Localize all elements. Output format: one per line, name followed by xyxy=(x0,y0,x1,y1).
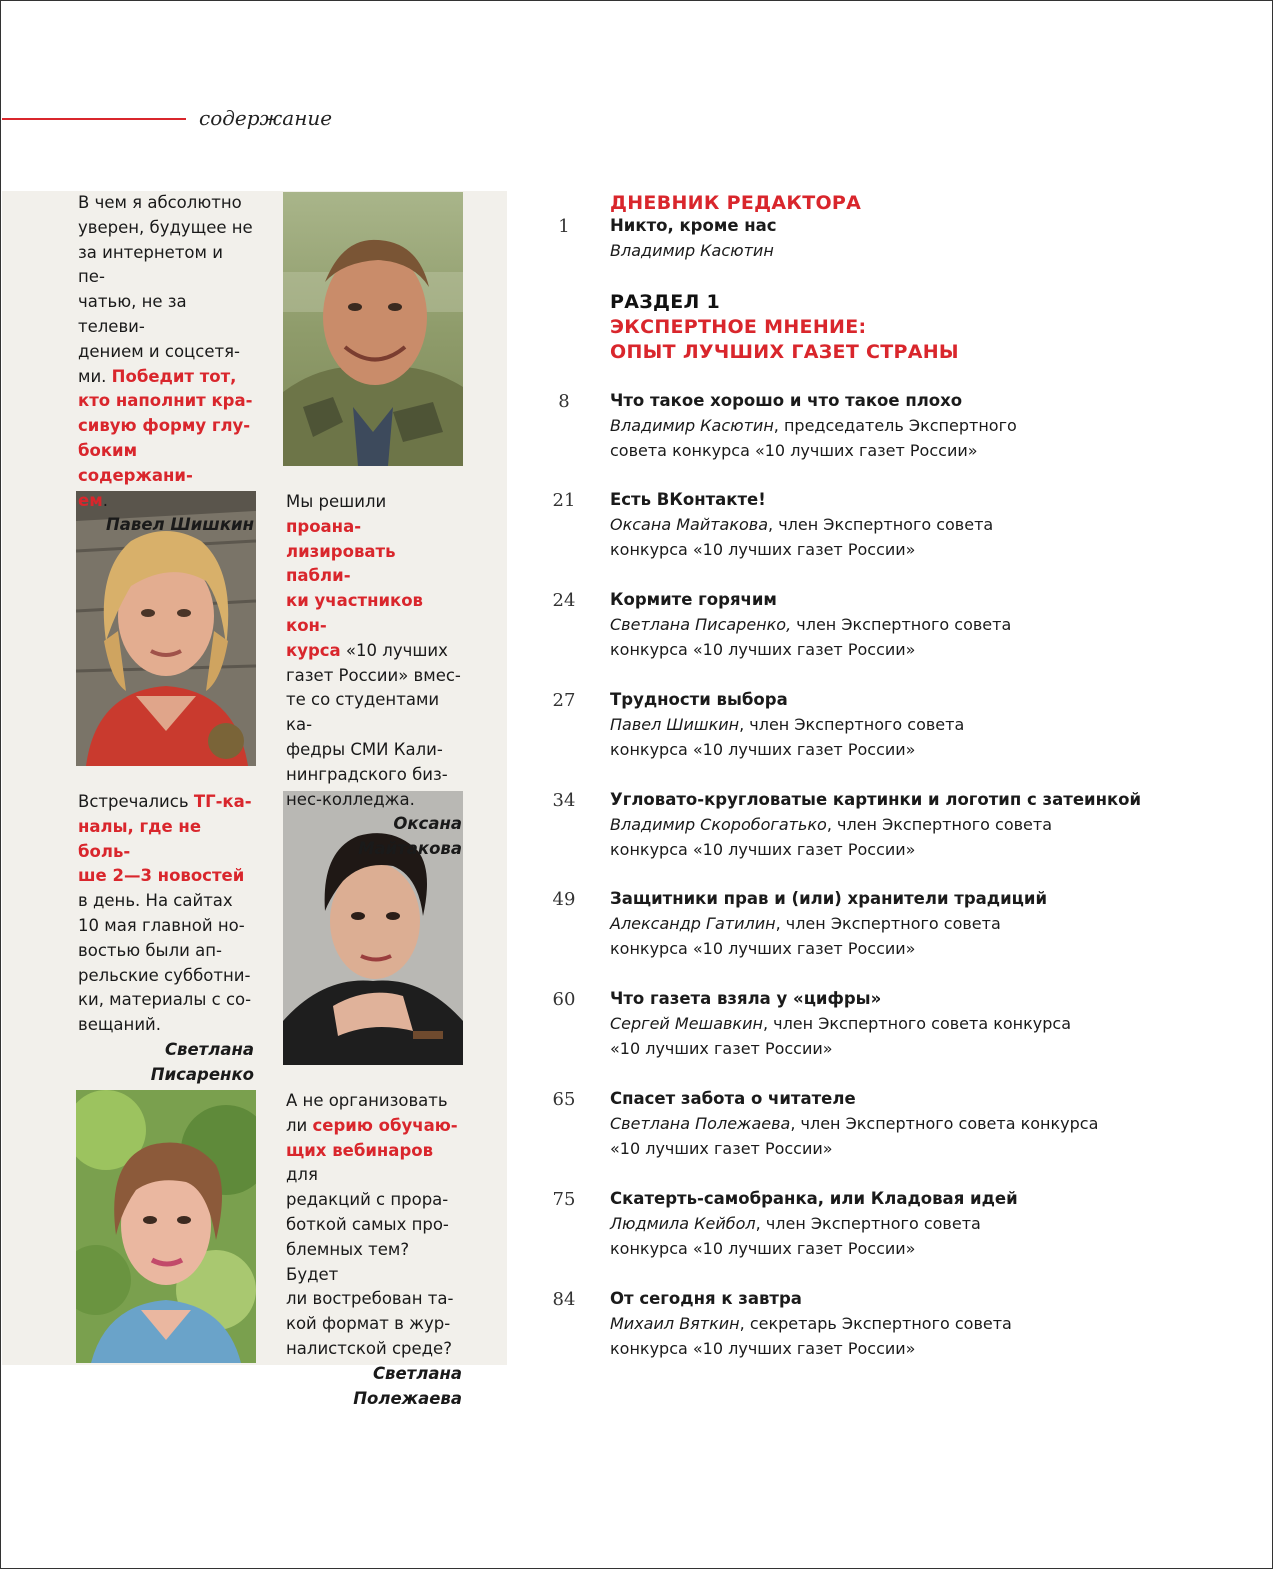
toc-page-number: 24 xyxy=(552,590,576,611)
quote-line xyxy=(286,1114,462,1139)
toc-author-role: , член Экспертного совета xyxy=(826,815,1052,834)
quote-line xyxy=(78,365,254,390)
toc-page-number: 49 xyxy=(552,889,576,910)
quote-4 xyxy=(286,1089,462,1411)
quote-text: дением и соцсетя- xyxy=(78,341,240,361)
quote-line xyxy=(286,540,462,590)
toc-author-name: Сергей Мешавкин xyxy=(610,1014,763,1033)
section-title-line-2: ОПЫТ ЛУЧШИХ ГАЗЕТ СТРАНЫ xyxy=(610,341,959,363)
toc-author-role: совета конкурса «10 лучших газет России» xyxy=(610,441,978,460)
toc-author-role: , член Экспертного совета конкурса xyxy=(790,1114,1099,1133)
quote-highlight: боким содержани- xyxy=(78,440,193,485)
toc-author-name: Владимир Скоробогатько xyxy=(610,815,827,834)
toc-author-name: Владимир Касютин xyxy=(610,241,774,260)
quote-line xyxy=(78,439,254,489)
toc-article-title[interactable]: Есть ВКонтакте! xyxy=(610,490,766,509)
quote-line xyxy=(286,763,462,788)
toc-author-role: конкурса «10 лучших газет России» xyxy=(610,1239,916,1258)
toc-author-line xyxy=(610,815,1052,834)
toc-author-role: , член Экспертного совета xyxy=(739,715,965,734)
toc-article-title[interactable]: Что газета взяла у «цифры» xyxy=(610,989,882,1008)
portrait-photo-1 xyxy=(283,192,463,466)
toc-page-number: 8 xyxy=(558,391,570,412)
quote-text: для xyxy=(286,1165,318,1185)
toc-author-line xyxy=(610,740,915,759)
toc-article-title[interactable]: Трудности выбора xyxy=(610,690,788,709)
toc-author-role: , председатель Экспертного xyxy=(773,416,1017,435)
quote-text: редакций с прора- xyxy=(286,1190,449,1210)
quote-line xyxy=(286,788,462,813)
toc-author-role: , член Экспертного совета xyxy=(768,515,994,534)
quote-line xyxy=(78,988,254,1013)
toc-article-title[interactable]: Защитники прав и (или) хранители традиций xyxy=(610,889,1048,908)
quote-line xyxy=(286,639,462,664)
toc-author-role: , секретарь Экспертного совета xyxy=(739,1314,1012,1333)
quote-body xyxy=(286,1089,462,1362)
quote-highlight: щих вебинаров xyxy=(286,1140,434,1160)
quote-text: В чем я абсолютно xyxy=(78,193,242,212)
quote-text: уверен, будущее не xyxy=(78,217,253,237)
quote-2 xyxy=(286,490,462,862)
toc-author-role: конкурса «10 лучших газет России» xyxy=(610,640,916,659)
quote-text: чатью, не за телеви- xyxy=(78,292,187,336)
toc-author-line xyxy=(610,241,774,260)
quote-line xyxy=(78,964,254,989)
quote-highlight: ше 2—3 новостей xyxy=(78,866,245,886)
toc-article-title[interactable]: Что такое хорошо и что такое плохо xyxy=(610,391,963,410)
toc-author-line xyxy=(610,840,915,859)
quote-highlight: налы, где не боль- xyxy=(78,816,202,861)
toc-article-title[interactable]: Спасет забота о читателе xyxy=(610,1089,856,1108)
toc-page-number: 1 xyxy=(558,216,570,237)
author-name-line: Павел Шишкин xyxy=(105,515,254,535)
toc-author-line xyxy=(610,416,1017,435)
toc-author-name: Светлана Писаренко, xyxy=(610,615,792,634)
quote-line xyxy=(286,1089,462,1114)
quote-line xyxy=(78,241,254,291)
quote-text: ли востребован та- xyxy=(286,1289,454,1309)
quote-3 xyxy=(78,790,254,1088)
quote-text: ми. xyxy=(78,366,112,386)
quote-text: А не организовать xyxy=(286,1091,448,1110)
quote-text: блемных тем? Будет xyxy=(286,1239,410,1284)
quote-line xyxy=(78,389,254,414)
quote-text: «10 лучших xyxy=(340,640,448,660)
toc-author-role: , член Экспертного совета xyxy=(755,1214,981,1233)
toc-author-line xyxy=(610,615,1011,634)
quote-line xyxy=(286,1238,462,1288)
toc-page-number: 84 xyxy=(552,1289,576,1310)
quote-text: востью были ап- xyxy=(78,940,222,960)
toc-author-line xyxy=(610,1339,915,1358)
author-name-line: Светлана xyxy=(372,1363,462,1383)
quote-line xyxy=(78,864,254,889)
toc-author-line xyxy=(610,640,915,659)
toc-author-line xyxy=(610,715,964,734)
toc-author-role: конкурса «10 лучших газет России» xyxy=(610,1339,916,1358)
quote-text: ли xyxy=(286,1115,313,1135)
quote-line xyxy=(78,889,254,914)
quote-highlight: курса xyxy=(286,640,341,660)
quote-line xyxy=(78,939,254,964)
toc-author-line xyxy=(610,1239,915,1258)
section-title-line-1: ЭКСПЕРТНОЕ МНЕНИЕ: xyxy=(610,316,867,338)
quote-line xyxy=(78,790,254,815)
quote-line xyxy=(78,216,254,241)
quote-highlight: проана- xyxy=(286,516,362,536)
quote-text: те со студентами ка- xyxy=(286,690,440,735)
toc-author-role: , член Экспертного совета xyxy=(775,914,1001,933)
quote-line xyxy=(78,340,254,365)
quote-text: Мы решили xyxy=(286,492,387,511)
portrait-photo-4 xyxy=(76,1090,256,1363)
quote-text: кой формат в жур- xyxy=(286,1314,451,1334)
quote-highlight: сивую форму глу- xyxy=(78,416,251,436)
toc-article-title[interactable]: Угловато-кругловатые картинки и логотип с затеинкой xyxy=(610,790,1142,809)
toc-page-number: 60 xyxy=(552,989,576,1010)
quote-highlight: Победит тот, xyxy=(111,366,237,386)
toc-author-role: конкурса «10 лучших газет России» xyxy=(610,740,916,759)
toc-author-role: член Экспертного совета xyxy=(791,615,1012,634)
toc-article-title[interactable]: Никто, кроме нас xyxy=(610,216,777,235)
quote-highlight: серию обучаю- xyxy=(312,1115,458,1135)
toc-author-role: конкурса «10 лучших газет России» xyxy=(610,840,916,859)
quote-text: . xyxy=(102,490,108,510)
toc-page-number: 75 xyxy=(552,1189,576,1210)
quote-body xyxy=(286,490,462,812)
quote-body xyxy=(78,191,254,513)
quote-text: боткой самых про- xyxy=(286,1214,449,1234)
header-rule xyxy=(2,118,186,120)
quote-line xyxy=(286,738,462,763)
toc-author-name: Александр Гатилин xyxy=(610,914,776,933)
quote-text: налистской среде? xyxy=(286,1338,452,1358)
toc-author-line xyxy=(610,1114,1098,1133)
toc-author-line xyxy=(610,1139,833,1158)
quote-line xyxy=(286,688,462,738)
toc-author-role: «10 лучших газет России» xyxy=(610,1139,833,1158)
quote-line xyxy=(78,1013,254,1038)
toc-author-name: Владимир Касютин xyxy=(610,416,774,435)
section-label: содержание xyxy=(199,106,333,130)
toc-author-name: Оксана Майтакова xyxy=(610,515,769,534)
quote-highlight: лизировать пабли- xyxy=(286,541,396,586)
toc-author-role: конкурса «10 лучших газет России» xyxy=(610,939,916,958)
quote-line xyxy=(286,589,462,639)
quote-1 xyxy=(78,191,254,538)
author-name-line: Майтакова xyxy=(358,839,462,859)
quote-line xyxy=(78,489,254,514)
quote-line xyxy=(78,290,254,340)
quote-author xyxy=(78,513,254,538)
quote-text: нес-колледжа. xyxy=(286,789,415,809)
quote-author xyxy=(78,1038,254,1088)
quote-highlight: ки участников кон- xyxy=(286,591,424,635)
quote-line xyxy=(286,1139,462,1189)
author-name-line: Оксана xyxy=(393,814,462,834)
toc-author-role: «10 лучших газет России» xyxy=(610,1039,833,1058)
quote-line xyxy=(78,414,254,439)
quote-highlight: ем xyxy=(78,490,103,510)
quote-text: за интернетом и пе- xyxy=(78,242,223,287)
toc-page-number: 34 xyxy=(552,790,576,811)
toc-author-line xyxy=(610,515,993,534)
quote-line xyxy=(286,1287,462,1312)
toc-author-name: Михаил Вяткин xyxy=(610,1314,740,1333)
toc-author-line xyxy=(610,1214,981,1233)
quote-text: 10 мая главной но- xyxy=(78,915,245,935)
quote-line xyxy=(286,490,462,540)
quote-text: ки, материалы с со- xyxy=(78,990,252,1010)
toc-author-line xyxy=(610,939,915,958)
quote-text: нинградского биз- xyxy=(286,764,448,784)
toc-article-title[interactable]: Кормите горячим xyxy=(610,590,777,609)
toc-author-line xyxy=(610,1039,833,1058)
quote-line xyxy=(78,191,254,216)
toc-author-line xyxy=(610,1014,1071,1033)
section-number: РАЗДЕЛ 1 xyxy=(610,291,721,313)
toc-page-number: 27 xyxy=(552,690,576,711)
quote-author xyxy=(286,1362,462,1412)
toc-author-line xyxy=(610,441,978,460)
quote-highlight: кто наполнит кра- xyxy=(78,391,253,411)
toc-author-line xyxy=(610,914,1001,933)
quote-text: федры СМИ Кали- xyxy=(286,739,443,759)
quote-line xyxy=(286,1337,462,1362)
toc-article-title[interactable]: От сегодня к завтра xyxy=(610,1289,802,1308)
toc-page-number: 21 xyxy=(552,490,576,511)
quote-text: газет России» вмес- xyxy=(286,665,461,685)
quote-text: вещаний. xyxy=(78,1015,162,1035)
quote-line xyxy=(286,664,462,689)
editor-diary-heading: ДНЕВНИК РЕДАКТОРА xyxy=(610,192,862,214)
quote-body xyxy=(78,790,254,1038)
author-name-line: Светлана xyxy=(164,1039,254,1059)
quote-author xyxy=(286,812,462,862)
toc-author-name: Людмила Кейбол xyxy=(610,1214,756,1233)
toc-author-name: Светлана Полежаева xyxy=(610,1114,791,1133)
quote-text: рельские субботни- xyxy=(78,965,251,985)
toc-article-title[interactable]: Скатерть-самобранка, или Кладовая идей xyxy=(610,1189,1018,1208)
toc-author-role: конкурса «10 лучших газет России» xyxy=(610,540,916,559)
quote-line xyxy=(286,1213,462,1238)
quote-line xyxy=(78,914,254,939)
quote-highlight: ТГ-ка- xyxy=(193,792,252,811)
toc-author-role: , член Экспертного совета конкурса xyxy=(762,1014,1072,1033)
toc-author-line xyxy=(610,1314,1012,1333)
quote-line xyxy=(78,815,254,865)
toc-author-line xyxy=(610,540,915,559)
toc-page-number: 65 xyxy=(552,1089,576,1110)
author-name-line: Полежаева xyxy=(353,1388,462,1408)
quote-text: Встречались xyxy=(78,792,194,811)
author-name-line: Писаренко xyxy=(150,1064,254,1084)
quote-line xyxy=(286,1188,462,1213)
toc-author-name: Павел Шишкин xyxy=(610,715,740,734)
quote-line xyxy=(286,1312,462,1337)
quote-text: в день. На сайтах xyxy=(78,891,233,911)
